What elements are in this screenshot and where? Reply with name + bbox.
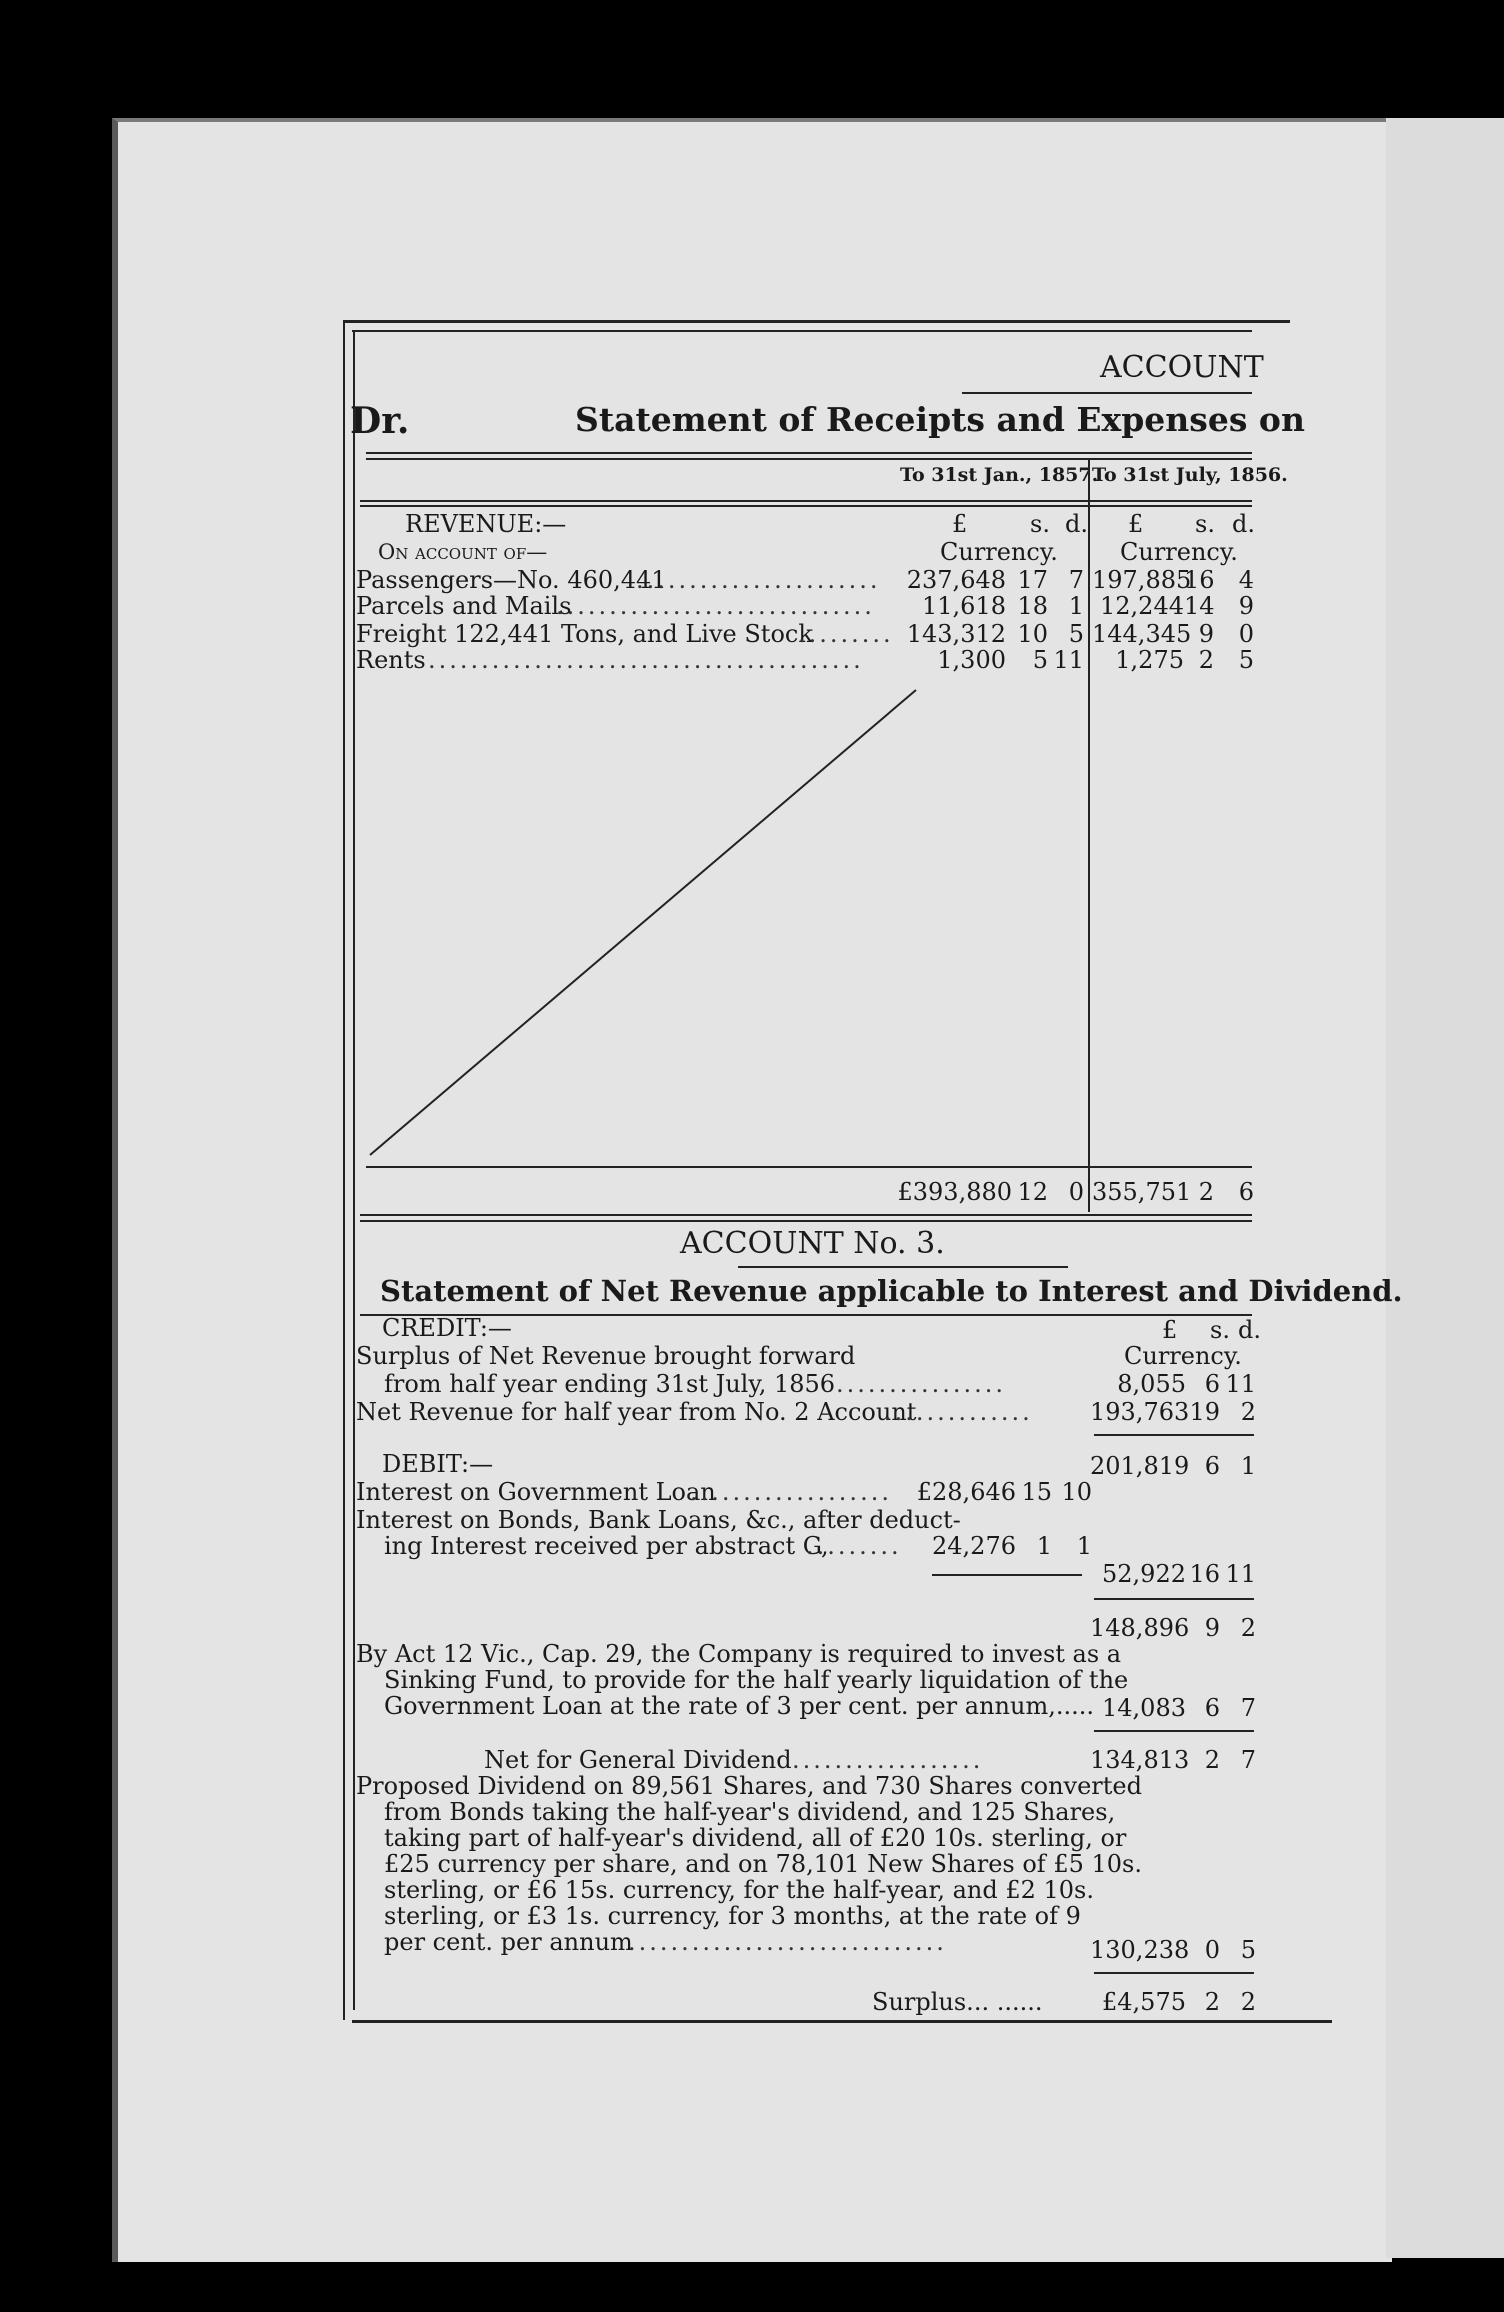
jul-pence: 4 bbox=[1238, 566, 1254, 594]
jan-pence: 11 bbox=[1053, 646, 1084, 674]
jul-shilling-header: s. bbox=[1195, 510, 1215, 538]
row-label: Parcels and Mails bbox=[356, 592, 572, 620]
total-rule-top bbox=[366, 1166, 1252, 1168]
credit-total-shillings: 6 bbox=[1204, 1452, 1220, 1480]
leader-dots: ................... bbox=[690, 1478, 892, 1506]
surplus-final-shillings: 2 bbox=[1204, 1988, 1220, 2016]
jul-pounds: 12,244 bbox=[1100, 592, 1184, 620]
dividend-line: £25 currency per share, and on 78,101 New Shares of £5 10s. bbox=[384, 1850, 1142, 1878]
dividend-line: sterling, or £3 1s. currency, for 3 months, at the rate of 9 bbox=[384, 1902, 1081, 1930]
revenue-heading: REVENUE:— bbox=[405, 510, 567, 538]
total-jan-shillings: 12 bbox=[1017, 1178, 1048, 1206]
surplus-pence: 11 bbox=[1225, 1370, 1256, 1398]
jul-pence: 0 bbox=[1238, 620, 1254, 648]
account-underline bbox=[962, 392, 1252, 394]
dividend-line: per cent. per annum bbox=[384, 1928, 633, 1956]
section-rule-1 bbox=[360, 1214, 1252, 1216]
net-revenue-pence: 2 bbox=[1240, 1398, 1256, 1426]
frame-left-rule bbox=[343, 320, 345, 2020]
dividend-line: sterling, or £6 15s. currency, for the half-year, and £2 10s. bbox=[384, 1876, 1094, 1904]
dr-label: Dr. bbox=[350, 400, 410, 442]
sinking-pence: 7 bbox=[1240, 1694, 1256, 1722]
leader-dots: .............. bbox=[884, 1398, 1033, 1426]
a3-pound-header: £ bbox=[1162, 1316, 1178, 1344]
jan-shillings: 17 bbox=[1017, 566, 1048, 594]
debit-sum-rule bbox=[932, 1574, 1082, 1576]
jul-currency-label: Currency. bbox=[1120, 538, 1238, 566]
dividend-pence: 5 bbox=[1240, 1936, 1256, 1964]
title-rule-1 bbox=[366, 452, 1252, 454]
total-jul-pence: 6 bbox=[1238, 1178, 1254, 1206]
jan-shillings: 5 bbox=[1032, 646, 1048, 674]
sinking-pounds: 14,083 bbox=[1102, 1694, 1186, 1722]
jul-pence: 9 bbox=[1238, 592, 1254, 620]
interest-gov-pence: 10 bbox=[1061, 1478, 1092, 1506]
jul-shillings: 16 bbox=[1184, 566, 1215, 594]
jul-pounds: 197,885 bbox=[1092, 566, 1192, 594]
leader-dots: ....................... bbox=[636, 566, 881, 594]
jan-pence: 7 bbox=[1068, 566, 1084, 594]
balance-rule bbox=[1094, 1598, 1254, 1600]
dividend-line: taking part of half-year's dividend, all of £20 10s. sterling, or bbox=[384, 1824, 1127, 1852]
jan-pence: 5 bbox=[1068, 620, 1084, 648]
row-label: Freight 122,441 Tons, and Live Stock bbox=[356, 620, 813, 648]
jul-shillings: 9 bbox=[1198, 620, 1214, 648]
credit-sum-rule bbox=[1094, 1434, 1254, 1436]
balance-pounds: 148,896 bbox=[1090, 1614, 1190, 1642]
jan-pounds: 11,618 bbox=[922, 592, 1006, 620]
surplus-shillings: 6 bbox=[1204, 1370, 1220, 1398]
leader-dots: ................ bbox=[836, 1370, 1007, 1398]
jul-pounds: 1,275 bbox=[1115, 646, 1184, 674]
header-rule-1 bbox=[360, 500, 1252, 502]
surplus-line-2: from half year ending 31st July, 1856 bbox=[384, 1370, 836, 1398]
jan-shilling-header: s. bbox=[1030, 510, 1050, 538]
dividend-line: Proposed Dividend on 89,561 Shares, and 730 Shares converted bbox=[356, 1772, 1142, 1800]
col-header-jan: To 31st Jan., 1857. bbox=[900, 464, 1099, 486]
interest-bonds-pounds: 24,276 bbox=[932, 1532, 1016, 1560]
surplus-pounds: 8,055 bbox=[1117, 1370, 1186, 1398]
col-header-jul: To 31st July, 1856. bbox=[1092, 464, 1288, 486]
interest-gov-pounds: £28,646 bbox=[916, 1478, 1016, 1506]
a3-shilling-header: s. bbox=[1210, 1316, 1230, 1344]
surplus-rule bbox=[1094, 1972, 1254, 1974]
jan-pounds: 237,648 bbox=[906, 566, 1006, 594]
debit-heading: DEBIT:— bbox=[382, 1450, 494, 1478]
debit-total-pounds: 52,922 bbox=[1102, 1560, 1186, 1588]
debit-total-pence: 11 bbox=[1225, 1560, 1256, 1588]
row-label: Rents bbox=[356, 646, 426, 674]
total-jul-shillings: 2 bbox=[1198, 1178, 1214, 1206]
title-rule-2 bbox=[366, 458, 1252, 460]
section-rule-2 bbox=[360, 1220, 1252, 1222]
jan-pounds: 1,300 bbox=[937, 646, 1006, 674]
debit-total-shillings: 16 bbox=[1189, 1560, 1220, 1588]
header-rule-2 bbox=[360, 505, 1252, 507]
account3-underline bbox=[738, 1266, 1068, 1268]
a3-currency-label: Currency. bbox=[1124, 1342, 1242, 1370]
net-general-label: Net for General Dividend bbox=[484, 1746, 792, 1774]
jan-pence-header: d. bbox=[1065, 510, 1088, 538]
sinking-shillings: 6 bbox=[1204, 1694, 1220, 1722]
leader-dots: .............................. bbox=[628, 1928, 947, 1956]
account3-title: ACCOUNT No. 3. bbox=[680, 1226, 945, 1261]
jul-pence: 5 bbox=[1238, 646, 1254, 674]
frame-bottom-rule bbox=[352, 2020, 1332, 2023]
blank-space-diagonal bbox=[360, 680, 920, 1160]
total-jan-pounds: £393,880 bbox=[897, 1178, 1012, 1206]
jan-shillings: 10 bbox=[1017, 620, 1048, 648]
net-general-rule bbox=[1094, 1730, 1254, 1732]
surplus-final-pounds: £4,575 bbox=[1102, 1988, 1186, 2016]
credit-total-pence: 1 bbox=[1240, 1452, 1256, 1480]
dividend-line: from Bonds taking the half-year's dividend, and 125 Shares, bbox=[384, 1798, 1116, 1826]
sinking-line-2: Sinking Fund, to provide for the half yearly liquidation of the bbox=[384, 1666, 1129, 1694]
jan-pence: 1 bbox=[1068, 592, 1084, 620]
jul-pound-header: £ bbox=[1128, 510, 1144, 538]
jan-pounds: 143,312 bbox=[906, 620, 1006, 648]
net-revenue-shillings: 19 bbox=[1189, 1398, 1220, 1426]
account3-statement-title: Statement of Net Revenue applicable to Interest and Dividend. bbox=[380, 1274, 1403, 1308]
leader-dots: .................. bbox=[792, 1746, 984, 1774]
interest-bonds-line-2: ing Interest received per abstract G, bbox=[384, 1532, 829, 1560]
interest-gov-label: Interest on Government Loan bbox=[356, 1478, 716, 1506]
balance-shillings: 9 bbox=[1204, 1614, 1220, 1642]
surplus-label: Surplus... ...... bbox=[872, 1988, 1043, 2016]
jul-shillings: 14 bbox=[1184, 592, 1215, 620]
column-divider bbox=[1088, 460, 1090, 1212]
adjacent-page-edge bbox=[1386, 118, 1504, 2258]
interest-gov-shillings: 15 bbox=[1021, 1478, 1052, 1506]
credit-total-pounds: 201,819 bbox=[1090, 1452, 1190, 1480]
net-revenue-label: Net Revenue for half year from No. 2 Account bbox=[356, 1398, 917, 1426]
credit-heading: CREDIT:— bbox=[382, 1314, 512, 1342]
sinking-line-3: Government Loan at the rate of 3 per cent. per annum,..... bbox=[384, 1692, 1094, 1720]
interest-bonds-pence: 1 bbox=[1076, 1532, 1092, 1560]
surplus-line-1: Surplus of Net Revenue brought forward bbox=[356, 1342, 856, 1370]
net-general-pence: 7 bbox=[1240, 1746, 1256, 1774]
frame-top-rule bbox=[344, 320, 1290, 323]
total-jul-pounds: 355,751 bbox=[1092, 1178, 1192, 1206]
account-title-right: ACCOUNT bbox=[1100, 350, 1264, 385]
jul-pence-header: d. bbox=[1232, 510, 1255, 538]
total-jan-pence: 0 bbox=[1068, 1178, 1084, 1206]
interest-bonds-shillings: 1 bbox=[1036, 1532, 1052, 1560]
leader-dots: ......................................... bbox=[428, 646, 864, 674]
a3-pence-header: d. bbox=[1238, 1316, 1261, 1344]
interest-bonds-line-1: Interest on Bonds, Bank Loans, &c., after deduct- bbox=[356, 1506, 961, 1534]
jul-shillings: 2 bbox=[1198, 646, 1214, 674]
statement-title: Statement of Receipts and Expenses on bbox=[575, 400, 1305, 439]
sinking-line-1: By Act 12 Vic., Cap. 29, the Company is required to invest as a bbox=[356, 1640, 1122, 1668]
surplus-final-pence: 2 bbox=[1240, 1988, 1256, 2016]
on-account-of: On account of— bbox=[378, 540, 548, 564]
leader-dots: ......... bbox=[798, 620, 894, 648]
balance-pence: 2 bbox=[1240, 1614, 1256, 1642]
frame-inner-top-rule bbox=[352, 330, 1252, 332]
jan-pound-header: £ bbox=[952, 510, 968, 538]
row-label: Passengers—No. 460,441 bbox=[356, 566, 667, 594]
jan-currency-label: Currency. bbox=[940, 538, 1058, 566]
leader-dots: ......... bbox=[806, 1532, 902, 1560]
dividend-pounds: 130,238 bbox=[1090, 1936, 1190, 1964]
jan-shillings: 18 bbox=[1017, 592, 1048, 620]
jul-pounds: 144,345 bbox=[1092, 620, 1192, 648]
net-revenue-pounds: 193,763 bbox=[1090, 1398, 1190, 1426]
net-general-shillings: 2 bbox=[1204, 1746, 1220, 1774]
frame-inner-left-rule bbox=[353, 330, 355, 2010]
leader-dots: .............................. bbox=[556, 592, 875, 620]
net-general-pounds: 134,813 bbox=[1090, 1746, 1190, 1774]
dividend-shillings: 0 bbox=[1204, 1936, 1220, 1964]
